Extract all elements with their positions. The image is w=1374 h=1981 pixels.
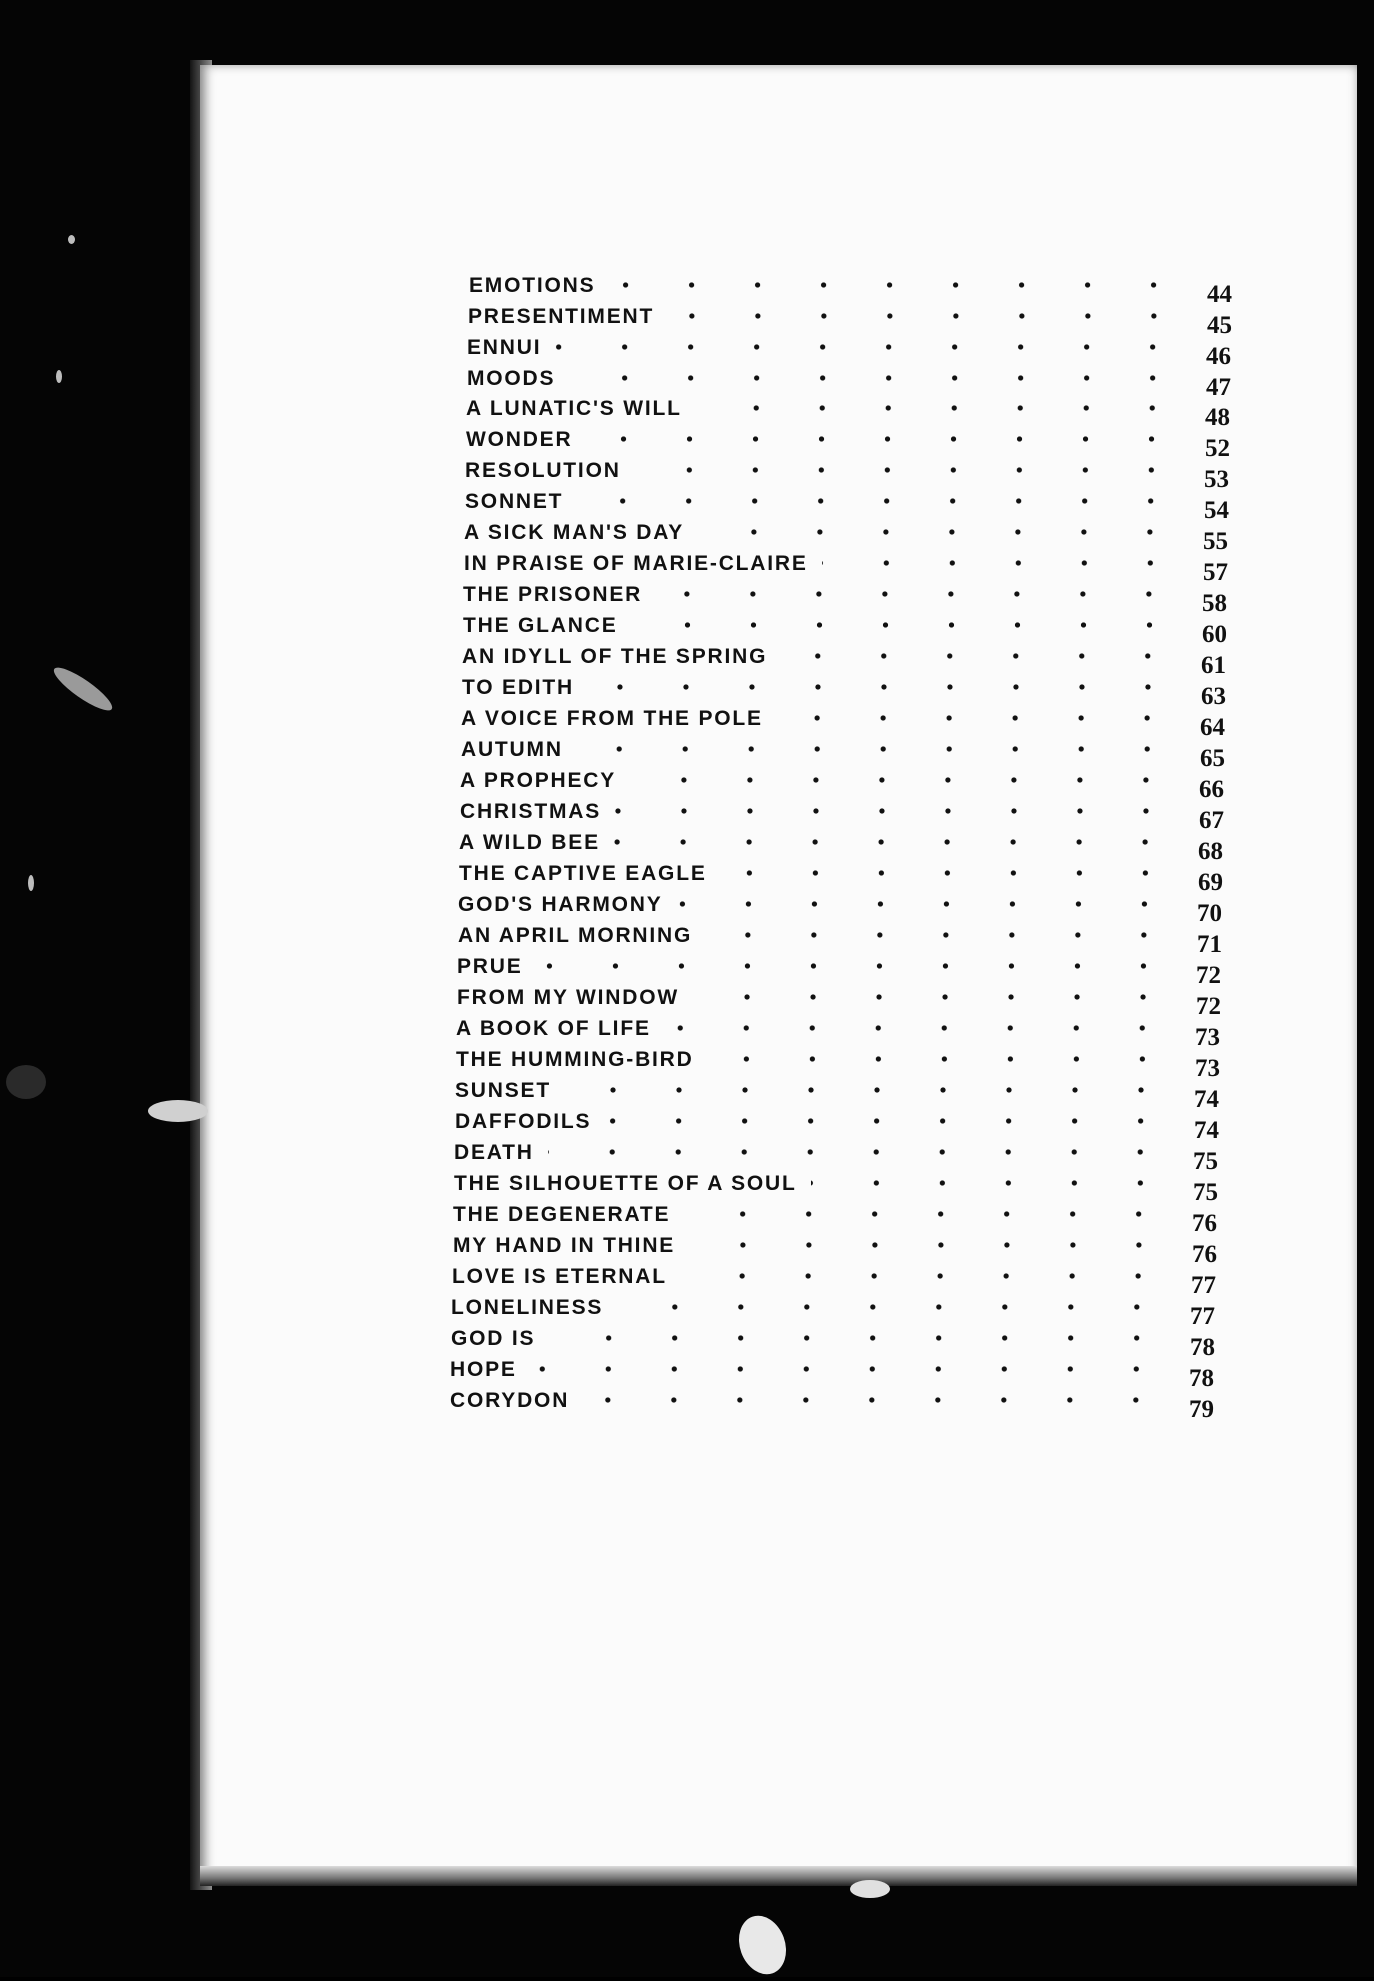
- toc-dot-leader: [706, 932, 1177, 938]
- toc-entry: [460, 766, 1249, 803]
- toc-dot-leader: [708, 1056, 1175, 1062]
- toc-entry: [463, 580, 1252, 617]
- toc-entry-title: PRUE: [457, 955, 523, 978]
- toc-entry: [462, 673, 1251, 710]
- toc-entry: [467, 333, 1256, 370]
- toc-entry: [459, 828, 1248, 865]
- toc-page-number: 46: [1206, 343, 1231, 370]
- toc-entry: [458, 890, 1247, 927]
- toc-dot-leader: [696, 405, 1185, 411]
- toc-dot-leader: [577, 746, 1180, 752]
- toc-dot-leader: [617, 1304, 1170, 1310]
- toc-entry-title: DEATH: [454, 1141, 534, 1164]
- toc-dot-leader: [565, 1087, 1174, 1093]
- toc-dot-leader: [781, 653, 1181, 659]
- toc-entry-title: ENNUI: [467, 336, 542, 359]
- toc-entry-title: THE CAPTIVE EAGLE: [459, 862, 707, 885]
- toc-entry: [466, 425, 1255, 462]
- toc-page-number: 44: [1207, 281, 1232, 308]
- toc-dot-leader: [531, 1366, 1169, 1372]
- toc-entry-title: A LUNATIC'S WILL: [466, 397, 682, 420]
- toc-page-number: 74: [1194, 1086, 1219, 1113]
- toc-page-number: 52: [1205, 435, 1230, 462]
- toc-dot-leader: [586, 436, 1185, 442]
- toc-entry: [464, 518, 1253, 555]
- toc-entry: [455, 1107, 1244, 1144]
- toc-dot-leader: [635, 467, 1184, 473]
- toc-entry-title: WONDER: [466, 428, 573, 451]
- toc-page-number: 48: [1205, 404, 1230, 431]
- toc-page-number: 78: [1189, 1365, 1214, 1392]
- toc-entry-title: PRESENTIMENT: [468, 305, 655, 328]
- toc-entry-title: CORYDON: [450, 1389, 570, 1412]
- toc-page-number: 67: [1199, 807, 1224, 834]
- toc-entry: [451, 1293, 1240, 1330]
- toc-entry: [462, 642, 1251, 679]
- toc-entry-title: IN PRAISE OF MARIE-CLAIRE: [464, 552, 808, 575]
- toc-entry-title: SONNET: [465, 490, 564, 513]
- toc-dot-leader: [677, 901, 1177, 907]
- toc-entry: [453, 1231, 1242, 1268]
- toc-entry-title: AN IDYLL OF THE SPRING: [462, 645, 768, 668]
- toc-entry-title: TO EDITH: [462, 676, 575, 699]
- toc-page-number: 45: [1207, 312, 1232, 339]
- toc-page-number: 78: [1190, 1334, 1215, 1361]
- toc-entry-title: A SICK MAN'S DAY: [464, 521, 685, 544]
- toc-entry-title: THE GLANCE: [463, 614, 618, 637]
- toc-dot-leader: [548, 1149, 1173, 1155]
- toc-page-number: 60: [1202, 621, 1227, 648]
- toc-entry: [456, 1014, 1245, 1051]
- toc-entry: [459, 859, 1248, 896]
- toc-entry: [467, 364, 1256, 401]
- toc-entry-title: A WILD BEE: [459, 831, 600, 854]
- toc-page-number: 64: [1200, 714, 1225, 741]
- toc-page-number: 72: [1196, 962, 1221, 989]
- toc-entry: [456, 1045, 1245, 1082]
- toc-page-number: 57: [1203, 559, 1228, 586]
- toc-entry-title: RESOLUTION: [465, 459, 621, 482]
- toc-page-number: 79: [1189, 1396, 1214, 1423]
- toc-page-number: 69: [1198, 869, 1223, 896]
- toc-entry-title: MOODS: [467, 367, 556, 390]
- toc-entry-title: A BOOK OF LIFE: [456, 1017, 651, 1040]
- toc-dot-leader: [549, 1335, 1170, 1341]
- toc-entry: [463, 611, 1252, 648]
- toc-entry-title: THE PRISONER: [463, 583, 643, 606]
- toc-entry-title: CHRISTMAS: [460, 800, 602, 823]
- toc-dot-leader: [689, 1242, 1172, 1248]
- toc-entry: [468, 302, 1257, 339]
- toc-page-number: 54: [1204, 497, 1229, 524]
- toc-dot-leader: [577, 498, 1184, 504]
- toc-entry-title: AUTUMN: [461, 738, 563, 761]
- toc-entry-title: GOD'S HARMONY: [458, 893, 663, 916]
- toc-entry: [457, 952, 1246, 989]
- toc-entry: [454, 1138, 1243, 1175]
- toc-entry: [461, 735, 1250, 772]
- toc-entry-title: A VOICE FROM THE POLE: [461, 707, 763, 730]
- toc-page-number: 47: [1206, 374, 1231, 401]
- toc-entry: [450, 1355, 1239, 1392]
- toc-entry: [466, 394, 1255, 431]
- toc-dot-leader: [668, 313, 1187, 319]
- toc-entry: [453, 1200, 1242, 1237]
- toc-dot-leader: [615, 808, 1179, 814]
- toc-entry: [452, 1262, 1241, 1299]
- toc-entry: [464, 549, 1253, 586]
- toc-entry: [460, 797, 1249, 834]
- toc-page-number: 55: [1203, 528, 1228, 555]
- toc-entry: [457, 983, 1246, 1020]
- toc-dot-leader: [588, 684, 1181, 690]
- toc-entry-title: DAFFODILS: [455, 1110, 592, 1133]
- toc-dot-leader: [569, 375, 1186, 381]
- toc-entry-title: SUNSET: [455, 1079, 551, 1102]
- toc-entry-title: THE HUMMING-BIRD: [456, 1048, 694, 1071]
- toc-page-number: 61: [1201, 652, 1226, 679]
- toc-entry: [461, 704, 1250, 741]
- toc-entry: [455, 1076, 1244, 1113]
- toc-entry-title: FROM MY WINDOW: [457, 986, 679, 1009]
- toc-entry: [469, 271, 1257, 308]
- toc-page-number: 58: [1202, 590, 1227, 617]
- toc-dot-leader: [583, 1397, 1169, 1403]
- toc-dot-leader: [632, 622, 1183, 628]
- toc-page-number: 76: [1192, 1210, 1217, 1237]
- toc-page-number: 72: [1196, 993, 1221, 1020]
- toc-page-number: 77: [1190, 1303, 1215, 1330]
- toc-entry: [458, 921, 1247, 958]
- toc-page-number: 75: [1193, 1148, 1218, 1175]
- toc-dot-leader: [684, 1211, 1172, 1217]
- toc-page-number: 68: [1198, 838, 1223, 865]
- toc-dot-leader: [811, 1180, 1173, 1186]
- toc-page-number: 74: [1194, 1117, 1219, 1144]
- toc-dot-leader: [605, 1118, 1174, 1124]
- toc-dot-leader: [630, 777, 1179, 783]
- toc-dot-leader: [822, 560, 1183, 566]
- toc-dot-leader: [721, 870, 1178, 876]
- toc-dot-leader: [555, 344, 1186, 350]
- toc-dot-leader: [609, 282, 1187, 288]
- toc-dot-leader: [777, 715, 1180, 721]
- toc-dot-leader: [665, 1025, 1175, 1031]
- toc-page-number: 76: [1192, 1241, 1217, 1268]
- toc-entry-title: MY HAND IN THINE: [453, 1234, 676, 1257]
- toc-page-number: 65: [1200, 745, 1225, 772]
- toc-entry-title: AN APRIL MORNING: [458, 924, 693, 947]
- toc-dot-leader: [698, 529, 1183, 535]
- toc-entry-title: HOPE: [450, 1358, 517, 1381]
- toc-page-number: 70: [1197, 900, 1222, 927]
- toc-entry-title: THE DEGENERATE: [453, 1203, 671, 1226]
- toc-dot-leader: [656, 591, 1182, 597]
- toc-entry-title: GOD IS: [451, 1327, 536, 1350]
- toc-entry: [454, 1169, 1243, 1206]
- toc-entry-title: A PROPHECY: [460, 769, 617, 792]
- toc-page-number: 75: [1193, 1179, 1218, 1206]
- toc-entry-title: LOVE IS ETERNAL: [452, 1265, 667, 1288]
- toc-page-number: 53: [1204, 466, 1229, 493]
- toc-page-number: 73: [1195, 1024, 1220, 1051]
- toc-page-number: 71: [1197, 931, 1222, 958]
- toc-entry: [450, 1386, 1239, 1423]
- toc-dot-leader: [614, 839, 1178, 845]
- toc-dot-leader: [537, 963, 1176, 969]
- toc-dot-leader: [693, 994, 1176, 1000]
- toc-dot-leader: [681, 1273, 1171, 1279]
- toc-entry-title: EMOTIONS: [469, 274, 596, 297]
- toc-page-number: 66: [1199, 776, 1224, 803]
- toc-page-number: 77: [1191, 1272, 1216, 1299]
- toc-page-number: 73: [1195, 1055, 1220, 1082]
- toc-entry: [465, 487, 1254, 524]
- toc-entry: [451, 1324, 1240, 1361]
- toc-entry: [465, 456, 1254, 493]
- toc-entry-title: THE SILHOUETTE OF A SOUL: [454, 1172, 797, 1195]
- toc-entry-title: LONELINESS: [451, 1296, 604, 1319]
- toc-page-number: 63: [1201, 683, 1226, 710]
